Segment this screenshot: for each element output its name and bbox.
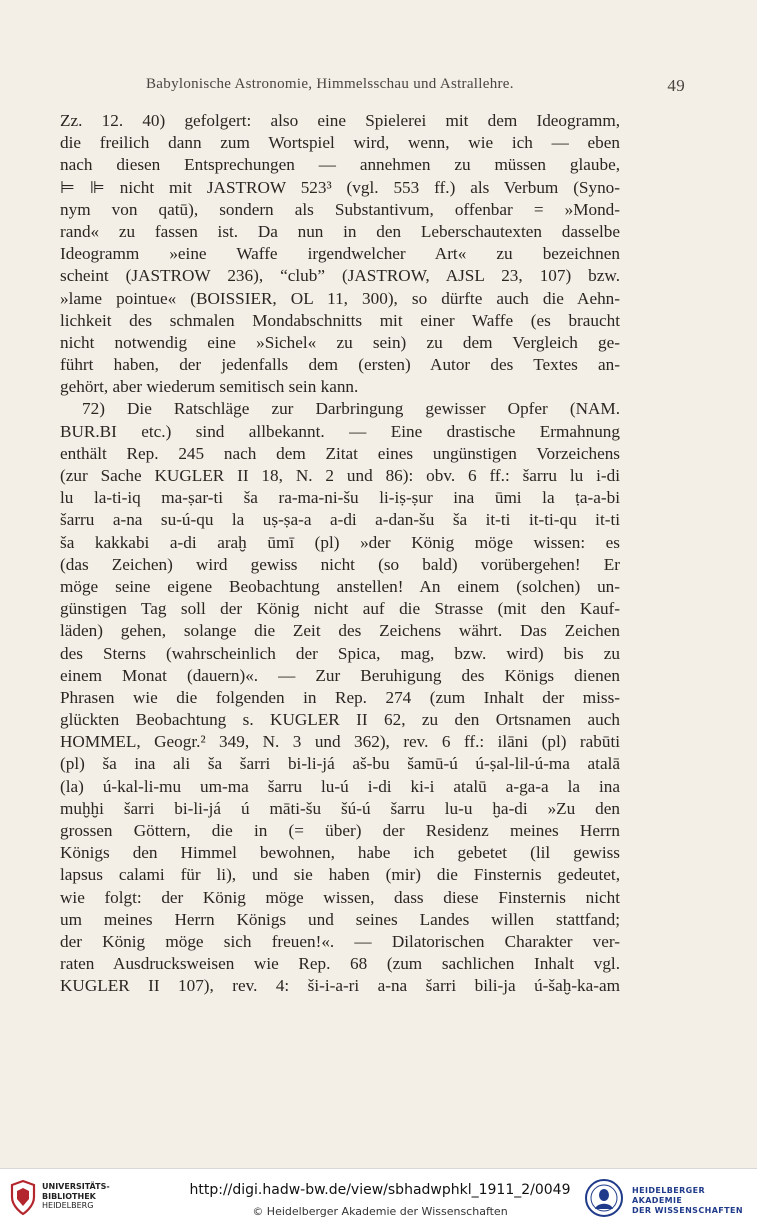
library-name: UNIVERSITÄTS- BIBLIOTHEK HEIDELBERG: [42, 1182, 110, 1210]
page-number: 49: [667, 76, 685, 95]
text-line: grossen Göttern, die in (= über) der Residenz meines Herrn: [60, 821, 620, 840]
text-line: Königs den Himmel bewohnen, habe ich gebetet (lil gewiss: [60, 843, 620, 863]
text-line: um meines Herrn Königs und seines Landes willen stattfand;: [60, 909, 620, 929]
text-line: lichkeit des schmalen Mondabschnitts mit einer Waffe (es braucht: [60, 310, 620, 330]
text-line: möge seine eigene Beobachtung anstellen! An einem (solchen) un-: [60, 576, 620, 596]
text-line: raten Ausdrucksweisen wie Rep. 68 (zum sachlichen Inhalt vgl.: [60, 954, 620, 974]
text-line: muḫḫi šarri bi-li-já ú māti-šu šú-ú šarru lu-u ḫa-di »Zu den: [60, 798, 620, 818]
text-line: wie folgt: der König möge wissen, dass diese Finsternis nicht: [60, 887, 620, 907]
text-line: nym von qatū), sondern als Substantivum, offenbar = »Mond-: [60, 199, 620, 219]
text-line: »lame pointue« (BOISSIER, OL 11, 300), so dürfte auch die Aehn-: [60, 288, 620, 308]
body-text: [60, 110, 620, 998]
text-line: (pl) ša ina ali ša šarri bi-li-já aš-bu šamū-ú ú-ṣal-lil-ú-ma atalā: [60, 754, 620, 774]
text-line: läden) gehen, solange die Zeit des Zeichens währt. Das Zeichen: [60, 621, 620, 641]
academy-name: HEIDELBERGER AKADEMIE DER WISSENSCHAFTEN: [632, 1186, 743, 1215]
text-line: gehört, aber wiederum semitisch sein kann.: [60, 377, 359, 397]
text-line: (das Zeichen) wird gewiss nicht (so bald) vorübergehen! Er: [60, 554, 620, 574]
permalink-url[interactable]: http://digi.hadw-bw.de/view/sbhadwphkl_1911_2/0049: [189, 1182, 571, 1198]
text-line: führt haben, der jedenfalls dem (ersten) Autor des Textes an-: [60, 355, 620, 375]
text-line: der König möge sich freuen!«. — Dilatorischen Charakter ver-: [60, 931, 620, 951]
text-line: die freilich dann zum Wortspiel wird, wenn, wie ich — eben: [60, 133, 620, 153]
academy-seal-icon: [584, 1178, 624, 1218]
text-line: ša kakkabi a-di araḫ ūmī (pl) »der König möge wissen: es: [60, 532, 620, 552]
text-line: des Sterns (wahrscheinlich der Spica, mag, bzw. wird) bis zu: [60, 643, 620, 663]
text-line: ⊨ ⊫ nicht mit JASTROW 523³ (vgl. 553 ff.) als Verbum (Syno-: [60, 177, 620, 197]
text-line: KUGLER II 107), rev. 4: ši-i-a-ri a-na šarri bili-ja ú-šaḫ-ka-am: [60, 976, 620, 996]
text-line: rand« zu fassen ist. Da nun in den Leberschautexten dasselbe: [60, 221, 620, 241]
university-library-logo-icon: [8, 1179, 38, 1217]
text-line: einem Monat (dauern)«. — Zur Beruhigung des Königs dienen: [60, 665, 620, 685]
footer-bar: [0, 1168, 757, 1227]
running-title: Babylonische Astronomie, Himmelsschau und Astrallehre.: [146, 76, 514, 92]
text-line: enthält Rep. 245 nach dem Zitat eines ungünstigen Vorzeichens: [60, 443, 620, 463]
text-line: glückten Beobachtung s. KUGLER II 62, zu den Ortsnamen auch: [60, 710, 620, 730]
text-line: 72) Die Ratschläge zur Darbringung gewisser Opfer (NAM.: [82, 399, 620, 419]
text-line: (la) ú-kal-li-mu um-ma šarru lu-ú i-di ki-i atalū a-ga-a la ina: [60, 776, 620, 796]
text-line: HOMMEL, Geogr.² 349, N. 3 und 362), rev. 6 ff.: ilāni (pl) rabūti: [60, 732, 620, 752]
text-line: Zz. 12. 40) gefolgert: also eine Spielerei mit dem Ideogramm,: [60, 111, 620, 130]
text-line: Ideogramm »eine Waffe irgendwelcher Art« zu bezeichnen: [60, 244, 620, 264]
text-line: BUR.BI etc.) sind allbekannt. — Eine drastische Ermahnung: [60, 421, 620, 441]
text-line: nicht notwendig eine »Sichel« zu sein) zu dem Vergleich ge-: [60, 332, 620, 352]
text-line: lu la-ti-iq ma-ṣar-ti ša ra-ma-ni-šu li-iṣ-ṣur ina ūmi la ṭa-a-bi: [60, 488, 620, 508]
copyright-notice: © Heidelberger Akademie der Wissenschaften: [252, 1205, 508, 1218]
text-line: šarru a-na su-ú-qu la uṣ-ṣa-a a-di a-dan-šu ša it-ti it-ti-qu it-ti: [60, 510, 620, 530]
text-line: scheint (JASTROW 236), “club” (JASTROW, AJSL 23, 107) bzw.: [60, 266, 620, 286]
text-line: lapsus calami für li), und sie haben (mir) die Finsternis gedeutet,: [60, 865, 620, 885]
text-line: nach diesen Entsprechungen — annehmen zu müssen glaube,: [60, 155, 620, 175]
text-line: (zur Sache KUGLER II 18, N. 2 und 86): obv. 6 ff.: šarru lu i-di: [60, 466, 620, 485]
text-line: günstigen Tag soll der König nicht auf die Strasse (mit den Kauf-: [60, 599, 620, 619]
text-line: Phrasen wie die folgenden in Rep. 274 (zum Inhalt der miss-: [60, 687, 620, 707]
